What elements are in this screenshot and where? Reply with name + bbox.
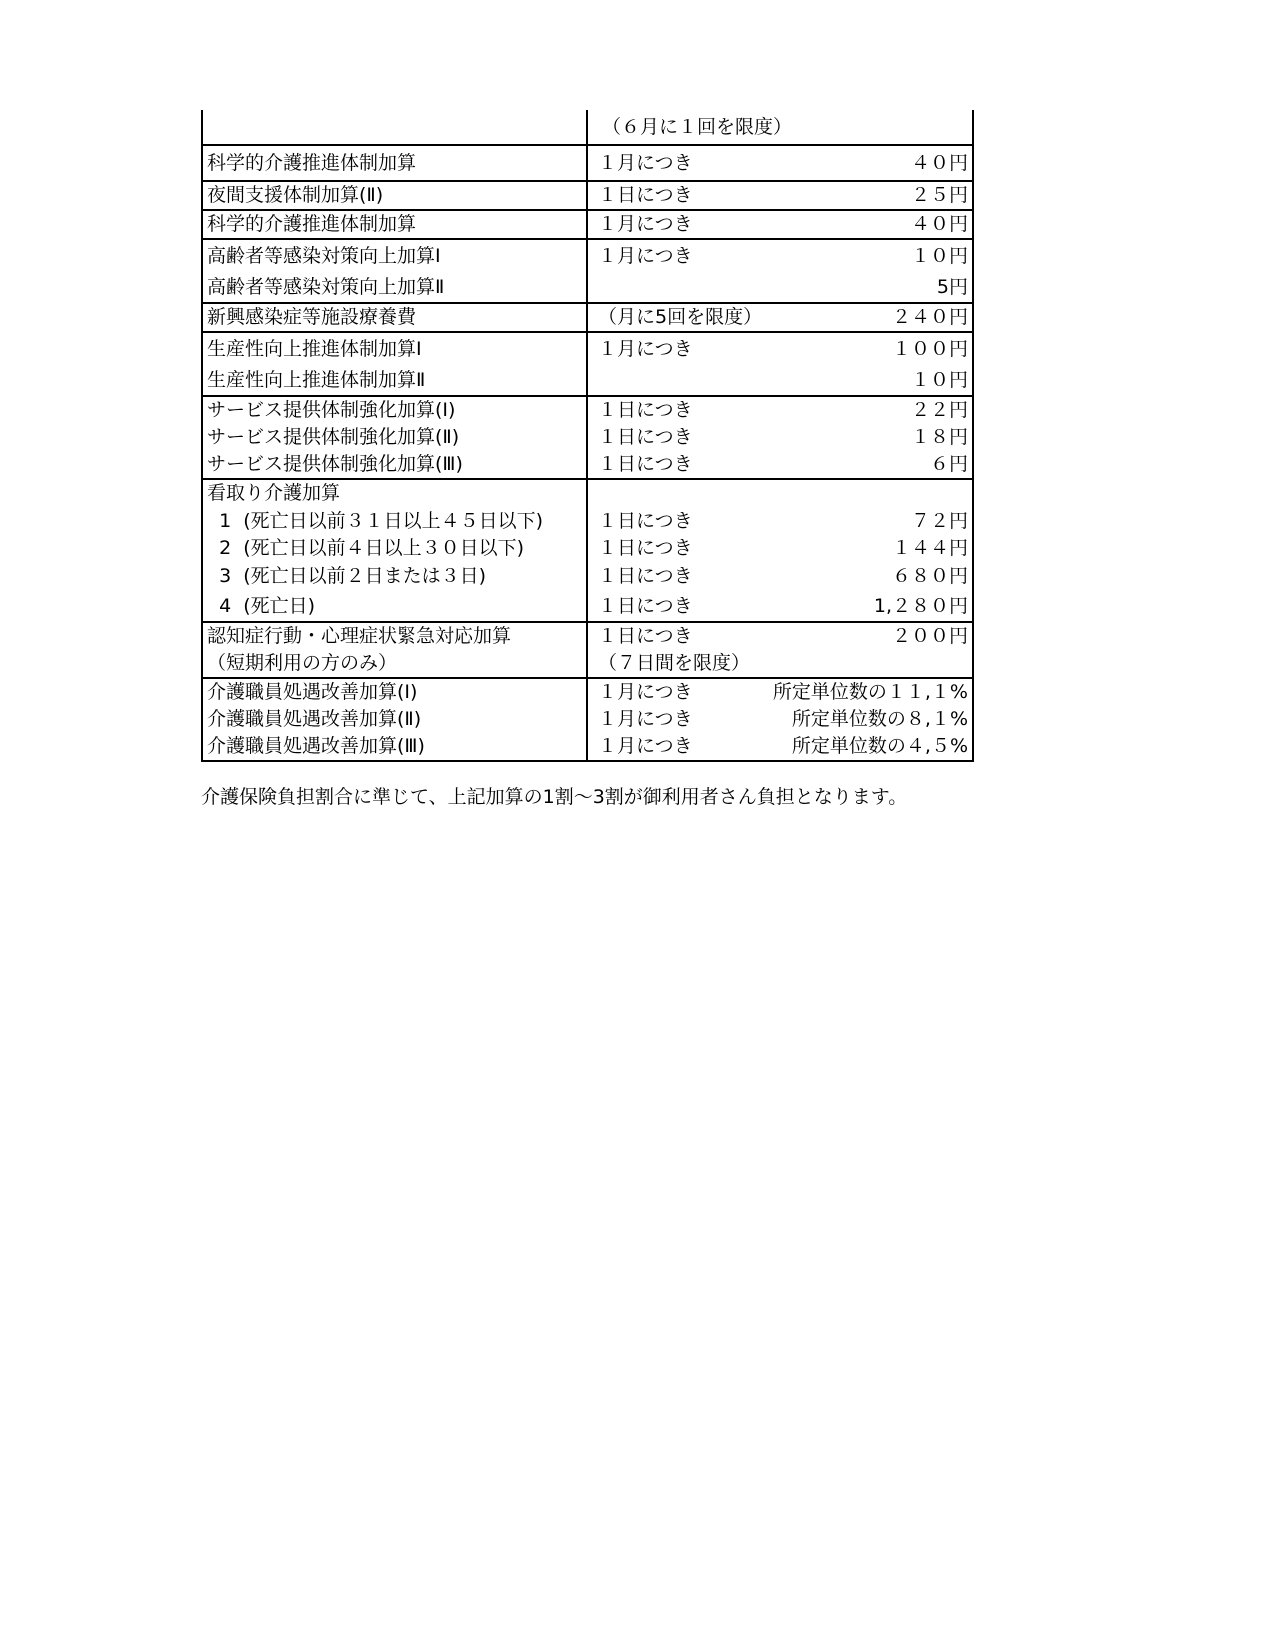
fee-unit-cell: [587, 210, 973, 239]
fee-unit-cell: [587, 396, 973, 479]
fee-unit-line: [588, 679, 972, 706]
fee-item-name: 2 (死亡日以前４日以上３０日以下): [207, 537, 525, 559]
fee-unit-line: [588, 424, 972, 451]
fee-item-name: 科学的介護推進体制加算: [207, 152, 417, 174]
fee-group: [202, 303, 973, 332]
fee-item-name: （短期利用の方のみ）: [207, 652, 398, 674]
fee-group: [202, 181, 973, 210]
fee-item-name: 介護職員処遇改善加算(Ⅰ): [207, 681, 418, 703]
fee-per-unit: １月につき: [598, 681, 693, 703]
fee-amount: ２００円: [891, 625, 968, 647]
fee-item-name: 介護職員処遇改善加算(Ⅱ): [207, 708, 422, 730]
fee-table-container: [201, 110, 972, 762]
fee-amount: ６８０円: [891, 565, 968, 587]
fee-item-name: 科学的介護推進体制加算: [207, 213, 417, 235]
fee-unit-line: [588, 397, 972, 424]
fee-name-cell: [202, 678, 587, 761]
fee-per-unit: １月につき: [598, 338, 693, 360]
fee-group: [202, 210, 973, 239]
fee-item-name: 新興感染症等施設療養費: [207, 306, 417, 328]
fee-group: [202, 145, 973, 181]
fee-unit-cell: [587, 110, 973, 145]
fee-unit-line: [588, 733, 972, 760]
fee-amount: ２５円: [910, 184, 968, 206]
fee-item-name: 3 (死亡日以前２日または３日): [207, 565, 487, 587]
fee-amount: １４４円: [891, 537, 968, 559]
fee-amount: 所定単位数の１１,１%: [772, 681, 968, 703]
fee-amount: ６円: [929, 453, 968, 475]
fee-per-unit: （７日間を限度）: [598, 652, 751, 674]
fee-unit-line: [588, 146, 972, 180]
fee-item-name: サービス提供体制強化加算(Ⅱ): [207, 426, 460, 448]
fee-item-name: サービス提供体制強化加算(Ⅲ): [207, 453, 463, 475]
fee-name-cell: [202, 110, 587, 145]
fee-per-unit: １日につき: [598, 565, 693, 587]
fee-unit-line: [588, 365, 972, 395]
fee-unit-cell: [587, 303, 973, 332]
fee-amount: ４０円: [910, 213, 968, 235]
fee-unit-line: [588, 562, 972, 591]
fee-unit-cell: [587, 181, 973, 210]
fee-unit-line: [588, 182, 972, 209]
fee-unit-cell: [587, 239, 973, 303]
fee-per-unit: １日につき: [598, 453, 693, 475]
fee-name-cell: [202, 396, 587, 479]
fee-per-unit: １月につき: [598, 245, 693, 267]
fee-per-unit: １日につき: [598, 184, 693, 206]
fee-unit-line: [588, 211, 972, 238]
fee-name-cell: [202, 210, 587, 239]
fee-per-unit: １日につき: [598, 625, 693, 647]
fee-unit-line: [588, 304, 972, 331]
fee-amount: 5円: [936, 276, 968, 298]
fee-unit-cell: [587, 332, 973, 396]
fee-item-name: 生産性向上推進体制加算Ⅱ: [207, 369, 426, 391]
fee-unit-line: [588, 110, 972, 144]
fee-item-name: 1 (死亡日以前３１日以上４５日以下): [207, 510, 544, 532]
fee-item-name: 高齢者等感染対策向上加算Ⅱ: [207, 276, 445, 298]
fee-per-unit: １日につき: [598, 537, 693, 559]
fee-unit-cell: [587, 678, 973, 761]
fee-item-name: 高齢者等感染対策向上加算Ⅰ: [207, 245, 441, 267]
fee-per-unit: １月につき: [598, 735, 693, 757]
fee-item-name: 4 (死亡日): [207, 595, 316, 617]
fee-group: [202, 678, 973, 761]
fee-unit-cell: [587, 479, 973, 622]
fee-per-unit: １日につき: [598, 399, 693, 421]
fee-amount: １０円: [910, 369, 968, 391]
fee-group: [202, 239, 973, 303]
fee-item-name: 認知症行動・心理症状緊急対応加算: [207, 625, 512, 647]
fee-name-cell: [202, 303, 587, 332]
fee-group: [202, 479, 973, 622]
fee-unit-line: [588, 507, 972, 535]
fee-unit-line: [588, 272, 972, 302]
fee-item-name: [203, 110, 586, 144]
fee-amount: ２２円: [910, 399, 968, 421]
fee-name-cell: [202, 181, 587, 210]
fee-group: [202, 110, 973, 145]
fee-amount: １８円: [910, 426, 968, 448]
fee-unit-line: [588, 650, 972, 677]
fee-item-name: 看取り介護加算: [207, 482, 341, 504]
fee-group: [202, 332, 973, 396]
fee-unit-line: [588, 240, 972, 272]
fee-amount: 所定単位数の４,５%: [791, 735, 968, 757]
fee-amount: ２４０円: [891, 306, 968, 328]
copay-note: 介護保険負担割合に準じて、上記加算の1割～3割が御利用者さん負担となります。: [201, 786, 908, 808]
fee-item-name: 夜間支援体制加算(Ⅱ): [207, 184, 384, 206]
fee-amount: ４０円: [910, 152, 968, 174]
fee-name-cell: [202, 239, 587, 303]
fee-per-unit: １日につき: [598, 510, 693, 532]
fee-group: [202, 622, 973, 678]
fee-unit-cell: [587, 622, 973, 678]
fee-name-cell: [202, 479, 587, 622]
fee-table-body: [202, 110, 973, 761]
fee-amount: １００円: [891, 338, 968, 360]
fee-per-unit: １日につき: [598, 595, 693, 617]
additional-fees-table: [201, 110, 974, 762]
fee-item-name: 生産性向上推進体制加算Ⅰ: [207, 338, 422, 360]
fee-amount: １０円: [910, 245, 968, 267]
fee-amount: 1,２８０円: [873, 595, 968, 617]
fee-name-cell: [202, 332, 587, 396]
fee-group: [202, 396, 973, 479]
fee-name-cell: [202, 145, 587, 181]
fee-per-unit: １月につき: [598, 213, 693, 235]
fee-name-cell: [202, 622, 587, 678]
fee-unit-line: [588, 451, 972, 478]
fee-unit-line: [588, 623, 972, 650]
fee-amount: 所定単位数の８,１%: [791, 708, 968, 730]
fee-unit-line: [588, 591, 972, 621]
fee-unit-line: [588, 333, 972, 365]
fee-per-unit: （月に5回を限度）: [598, 306, 763, 328]
fee-unit-cell: [587, 145, 973, 181]
fee-unit-line: [588, 480, 972, 507]
fee-item-name: 介護職員処遇改善加算(Ⅲ): [207, 735, 425, 757]
fee-amount: ７２円: [910, 510, 968, 532]
fee-per-unit: １日につき: [598, 426, 693, 448]
fee-unit-line: [588, 706, 972, 733]
fee-limit-note: （６月に１回を限度）: [602, 116, 793, 138]
fee-per-unit: １月につき: [598, 152, 693, 174]
fee-per-unit: １月につき: [598, 708, 693, 730]
fee-unit-line: [588, 535, 972, 562]
fee-item-name: サービス提供体制強化加算(Ⅰ): [207, 399, 456, 421]
